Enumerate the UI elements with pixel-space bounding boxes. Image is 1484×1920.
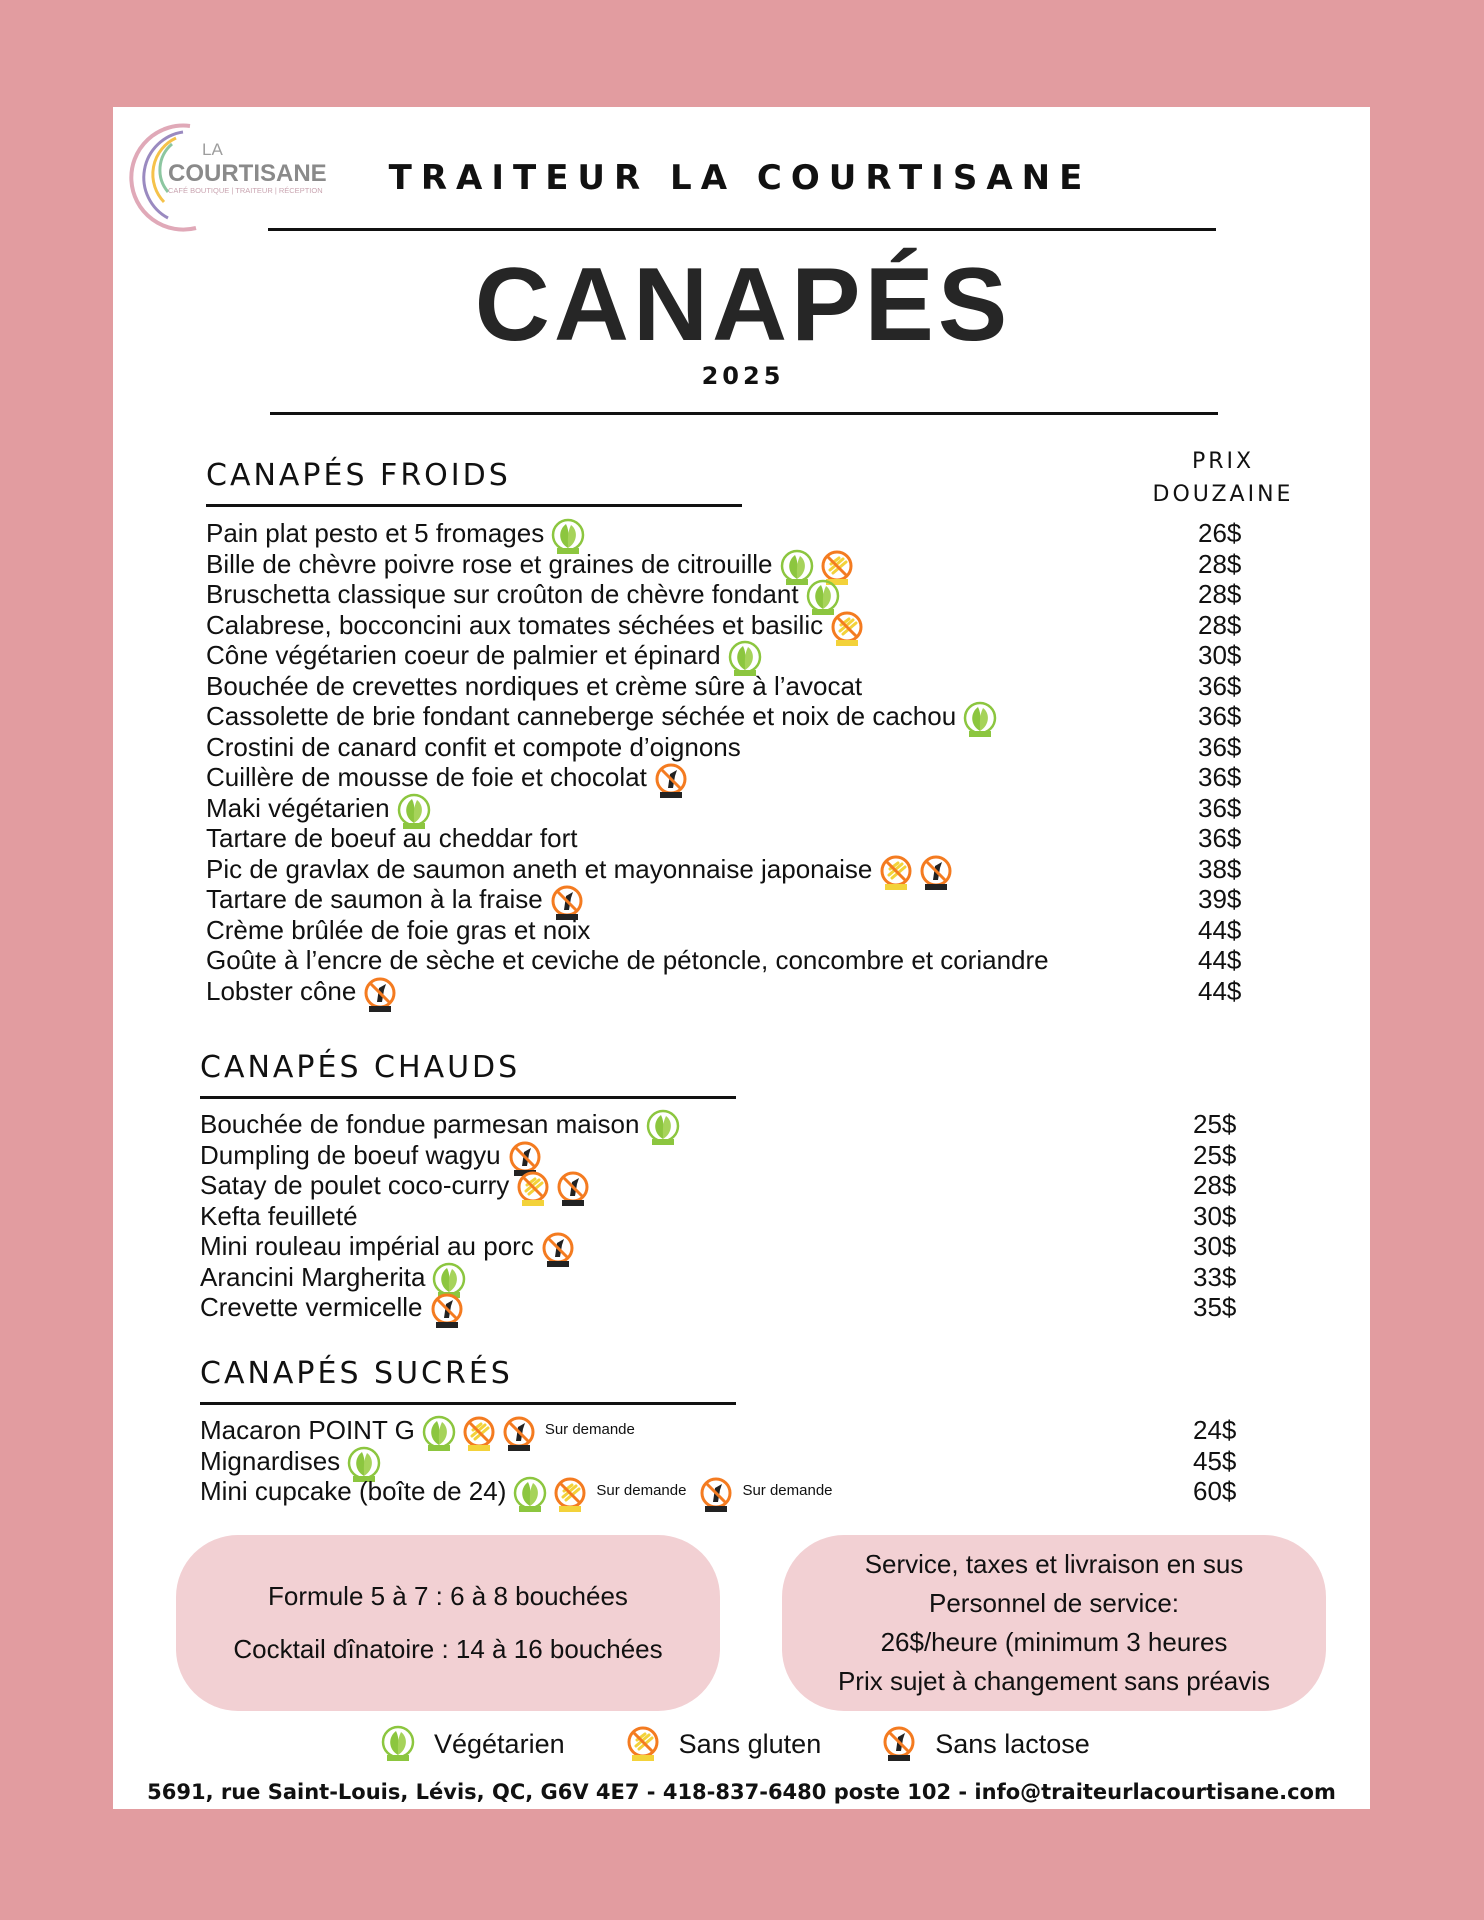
item-list-sucres [200,1415,1240,1507]
price-header-line1: PRIX [1191,449,1255,474]
menu-item-price: 26$ [1198,518,1242,548]
dietary-icons [512,1476,840,1514]
menu-item-row [200,1476,1240,1507]
menu-item-row [200,1231,1240,1262]
menu-year: 2025 [701,362,785,390]
menu-item-row [206,854,1246,885]
menu-item-price: 44$ [1198,914,1242,945]
menu-item-price: 36$ [1198,762,1242,792]
menu-item-row [200,1415,1240,1446]
header-bottom-rule [270,412,1218,415]
menu-item-name: Maki végétarien [206,792,390,823]
menu-item-price: 24$ [1193,1415,1237,1445]
menu-item-name: Satay de poulet coco-curry [200,1170,510,1200]
menu-item-price: 25$ [1193,1109,1237,1139]
menu-item-name: Bouchée de crevettes nordiques et crème sûre à l’avocat [206,670,863,701]
menu-item-price: 36$ [1198,792,1242,823]
section-title-sucres: CANAPÉS SUCRÉS [200,1356,513,1391]
gluten-free-icon [625,1725,661,1763]
menu-item-price: 33$ [1193,1261,1237,1292]
logo-line2: COURTISANE [168,160,327,187]
formula-line2: Cocktail dînatoire : 14 à 16 bouchées [233,1634,663,1664]
menu-item-name: Calabrese, bocconcini aux tomates séchées et basilic [206,609,824,640]
formula-line1: Formule 5 à 7 : 6 à 8 bouchées [268,1581,628,1611]
menu-item-name: Tartare de boeuf au cheddar fort [206,823,578,853]
menu-item-price: 36$ [1198,823,1242,853]
menu-item-name: Lobster cône [206,975,357,1006]
menu-item-row [206,579,1246,610]
formula-info-box [176,1535,720,1711]
menu-item-row [206,823,1246,854]
menu-item-row [206,793,1246,824]
menu-item-price: 38$ [1198,853,1242,884]
section-title-chauds: CANAPÉS CHAUDS [200,1050,521,1085]
menu-item-row [206,762,1246,793]
page-title: CANAPÉS [474,247,1012,363]
menu-item-price: 39$ [1198,884,1242,914]
logo-line1: LA [202,140,223,159]
menu-item-row [200,1262,1240,1293]
on-request-note: Sur demande [742,1482,833,1499]
price-header-line2: DOUZAINE [1152,482,1294,507]
menu-item-name: Cuillère de mousse de foie et chocolat [206,762,647,792]
menu-item-row [206,976,1246,1007]
menu-item-row [206,701,1246,732]
menu-item-name: Bruschetta classique sur croûton de chèvre fondant [206,579,799,609]
service-info-box [782,1535,1326,1711]
menu-item-price: 36$ [1198,731,1242,762]
menu-item-row [200,1140,1240,1171]
menu-item-price: 30$ [1193,1231,1237,1261]
menu-item-name: Dumpling de boeuf wagyu [200,1139,501,1170]
logo-tagline: CAFÉ BOUTIQUE | TRAITEUR | RÉCEPTION [168,186,323,195]
menu-item-row [206,549,1246,580]
menu-item-price: 28$ [1198,548,1242,579]
lactose-free-icon [698,1476,734,1514]
menu-item-name: Crevette vermicelle [200,1292,423,1322]
menu-item-row [200,1292,1240,1323]
menu-item-row [206,640,1246,671]
service-line1: Service, taxes et livraison en sus [864,1549,1244,1579]
menu-item-row [206,671,1246,702]
menu-item-name: Pain plat pesto et 5 fromages [206,518,545,548]
menu-item-row [206,884,1246,915]
menu-item-price: 45$ [1193,1445,1237,1476]
legend-lactose-free [881,1725,1090,1763]
menu-item-price: 28$ [1198,609,1242,640]
menu-item-row [206,732,1246,763]
menu-item-name: Macaron POINT G [200,1415,415,1445]
service-line2: Personnel de service: [928,1588,1180,1618]
item-list-chauds [200,1109,1240,1323]
menu-item-row [200,1446,1240,1477]
menu-item-row [206,945,1246,976]
menu-item-name: Crostini de canard confit et compote d’oignons [206,731,741,762]
menu-item-price: 44$ [1198,945,1242,975]
service-line4: Prix sujet à changement sans préavis [837,1666,1271,1696]
menu-item-price: 30$ [1198,640,1242,670]
item-list-froids [206,518,1246,1006]
section-rule-sucres [200,1402,736,1405]
vegetarian-leaf-icon [512,1476,548,1514]
section-rule-chauds [200,1096,736,1099]
menu-item-price: 60$ [1193,1476,1237,1506]
legend-gluten-free-label: Sans gluten [678,1728,822,1759]
dietary-icons [362,976,398,1014]
lactose-free-icon [881,1725,917,1763]
menu-item-price: 36$ [1198,670,1242,701]
menu-item-name: Cône végétarien coeur de palmier et épinard [206,640,721,670]
menu-item-name: Mini rouleau impérial au porc [200,1231,534,1261]
menu-item-row [206,915,1246,946]
menu-item-name: Arancini Margherita [200,1261,426,1292]
gluten-free-icon [552,1476,588,1514]
menu-item-name: Mini cupcake (boîte de 24) [200,1476,507,1506]
menu-item-name: Bouchée de fondue parmesan maison [200,1109,640,1139]
menu-item-row [206,518,1246,549]
section-title-froids: CANAPÉS FROIDS [206,458,511,493]
dietary-icons [429,1292,465,1330]
lactose-free-icon [362,976,398,1014]
menu-item-name: Kefta feuilleté [200,1200,358,1231]
menu-item-row [206,610,1246,641]
brand-name: TRAITEUR LA COURTISANE [388,158,1092,198]
menu-item-name: Pic de gravlax de saumon aneth et mayonnaise japonaise [206,853,873,884]
legend-vegetarian [380,1725,565,1763]
menu-item-price: 44$ [1198,975,1242,1006]
price-column-header [1130,445,1316,511]
legend-vegetarian-label: Végétarien [434,1728,565,1759]
menu-item-price: 28$ [1198,579,1242,609]
menu-item-price: 25$ [1193,1139,1237,1170]
lactose-free-icon [429,1292,465,1330]
menu-item-price: 30$ [1193,1200,1237,1231]
service-line3: 26$/heure (minimum 3 heures [880,1627,1228,1657]
menu-item-name: Goûte à l’encre de sèche et ceviche de pétoncle, concombre et coriandre [206,945,1049,975]
menu-item-name: Bille de chèvre poivre rose et graines de citrouille [206,548,773,579]
menu-item-name: Cassolette de brie fondant canneberge séchée et noix de cachou [206,701,957,731]
menu-item-price: 28$ [1193,1170,1237,1200]
menu-item-name: Crème brûlée de foie gras et noix [206,914,591,945]
on-request-note: Sur demande [596,1482,687,1499]
legend-lactose-free-label: Sans lactose [935,1728,1090,1759]
legend-gluten-free [625,1725,822,1763]
menu-item-name: Mignardises [200,1445,341,1476]
section-rule-froids [206,504,742,507]
menu-item-row [200,1201,1240,1232]
contact-footer: 5691, rue Saint-Louis, Lévis, QC, G6V 4E7 - 418-837-6480 poste 102 - info@traiteurlacourtisane.com [147,1780,1336,1804]
header-top-rule [268,228,1216,231]
dietary-legend [380,1721,1180,1767]
on-request-note: Sur demande [544,1421,635,1438]
menu-item-name: Tartare de saumon à la fraise [206,884,543,914]
menu-item-price: 36$ [1198,701,1242,731]
menu-item-row [200,1170,1240,1201]
menu-item-price: 35$ [1193,1292,1237,1322]
courtisane-logo [128,122,328,232]
menu-item-row [200,1109,1240,1140]
vegetarian-leaf-icon [380,1725,416,1763]
